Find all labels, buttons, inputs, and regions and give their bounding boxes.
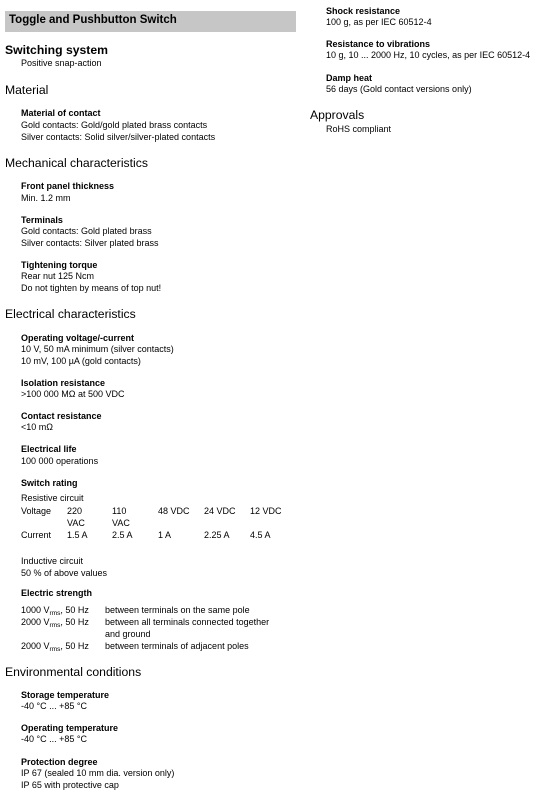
terminals-gold: Gold contacts: Gold plated brass [21,226,152,236]
shock-label: Shock resistance [326,6,401,16]
front-panel-label: Front panel thickness [21,181,115,191]
section-heading-electrical: Electrical characteristics [5,307,136,321]
strength-description: between all terminals connected together [105,617,270,627]
damp-heat-text: 56 days (Gold contact versions only) [326,84,472,94]
protection-line1: IP 67 (sealed 10 mm dia. version only) [21,768,175,778]
front-panel-text: Min. 1.2 mm [21,193,71,203]
voltage-current-gold: 10 mV, 100 µA (gold contacts) [21,356,141,366]
strength-description-cont: and ground [105,629,151,639]
torque-line2: Do not tighten by means of top nut! [21,283,162,293]
section-heading-environmental: Environmental conditions [5,665,142,679]
rating-voltage-cell: 12 VDC [250,506,282,516]
rating-current-cell: 1.5 A [67,530,88,540]
section-heading-approvals: Approvals [310,108,365,122]
rating-voltage-label: Voltage [21,506,52,516]
storage-temp-text: -40 °C ... +85 °C [21,701,87,711]
protection-line2: IP 65 with protective cap [21,780,119,790]
rating-current-label: Current [21,530,52,540]
rating-voltage-cell: 220 VAC [67,506,85,528]
voltage-current-silver: 10 V, 50 mA minimum (silver contacts) [21,344,174,354]
shock-text: 100 g, as per IEC 60512-4 [326,17,432,27]
terminals-label: Terminals [21,215,63,225]
strength-voltage: 2000 $V_{rms}$, 50 Hz [21,641,89,653]
isolation-text: >100 000 MΩ at 500 VDC [21,389,125,399]
material-contact-label: Material of contact [21,108,101,118]
page-title: Toggle and Pushbutton Switch [9,14,177,26]
switching-system-text: Positive snap-action [21,58,102,68]
rating-current-cell: 1 A [158,530,172,540]
rating-voltage-cell: 110 VAC [112,506,130,528]
material-contact-gold: Gold contacts: Gold/gold plated brass contacts [21,120,208,130]
rating-voltage-cell: 48 VDC [158,506,190,516]
isolation-label: Isolation resistance [21,378,106,388]
strength-description: between terminals of adjacent poles [105,641,249,651]
rating-current-cell: 4.5 A [250,530,271,540]
protection-label: Protection degree [21,757,98,767]
torque-line1: Rear nut 125 Ncm [21,271,95,281]
rating-current-cell: 2.25 A [204,530,230,540]
electrical-life-text: 100 000 operations [21,456,99,466]
strength-voltage: 1000 $V_{rms}$, 50 Hz [21,605,89,617]
storage-temp-label: Storage temperature [21,690,110,700]
torque-label: Tightening torque [21,260,98,270]
electric-strength-label: Electric strength [21,588,93,598]
terminals-silver: Silver contacts: Silver plated brass [21,238,159,248]
rating-voltage-cell: 24 VDC [204,506,236,516]
resistive-circuit-label: Resistive circuit [21,493,84,503]
operating-temp-label: Operating temperature [21,723,119,733]
vibration-text: 10 g, 10 ... 2000 Hz, 10 cycles, as per IEC 60512-4 [326,50,531,60]
section-heading-switching-system: Switching system [5,43,108,57]
switch-rating-label: Switch rating [21,478,78,488]
voltage-current-label: Operating voltage/-current [21,333,135,343]
inductive-circuit-text: 50 % of above values [21,568,108,578]
operating-temp-text: -40 °C ... +85 °C [21,734,87,744]
contact-resistance-text: <10 mΩ [21,422,53,432]
vibration-label: Resistance to vibrations [326,39,431,49]
section-heading-mechanical: Mechanical characteristics [5,156,148,170]
electrical-life-label: Electrical life [21,444,77,454]
strength-description: between terminals on the same pole [105,605,250,615]
contact-resistance-label: Contact resistance [21,411,102,421]
damp-heat-label: Damp heat [326,73,373,83]
title-bar [5,11,296,32]
approvals-text: RoHS compliant [326,124,392,134]
rating-current-cell: 2.5 A [112,530,133,540]
material-contact-silver: Silver contacts: Solid silver/silver-plated contacts [21,132,216,142]
inductive-circuit-label: Inductive circuit [21,556,84,566]
strength-voltage: 2000 $V_{rms}$, 50 Hz [21,617,89,629]
section-heading-material: Material [5,83,49,97]
